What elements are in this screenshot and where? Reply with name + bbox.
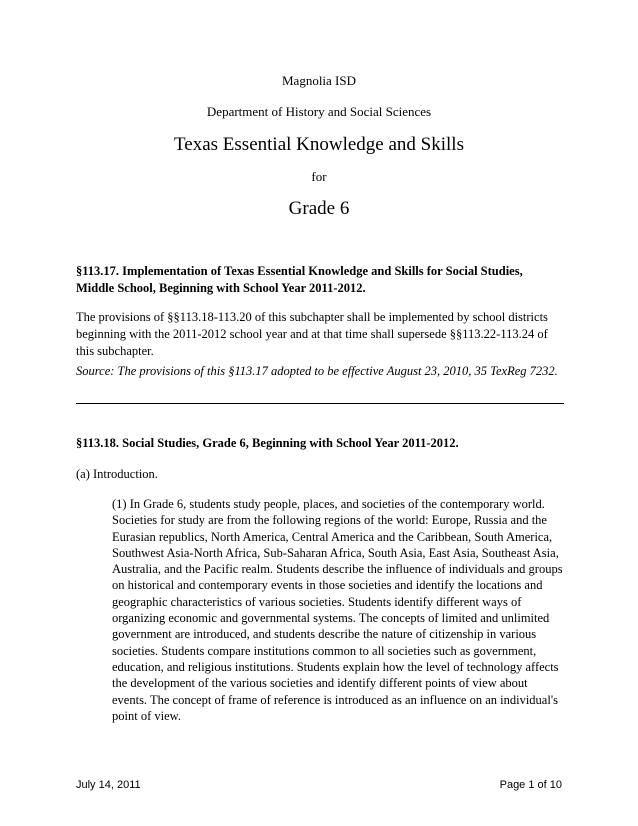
for-label: for (311, 169, 327, 184)
section-113-17-heading-line2: Middle School, Beginning with School Year 2011-2012. (76, 281, 366, 295)
district-name: Magnolia ISD (281, 73, 357, 88)
introduction-paragraph-1: (1) In Grade 6, students study people, places, and societies of the contemporary world. Societies for study are from the following regions of the world: Europe, Russia and the Eurasian republics, North America, Central America and the Caribbean, South America, Southwest Asia-North Africa, Sub-Saharan Africa, South Asia, East Asia, Southeast Asia, Australia, and the Pacific realm. Students describe the influence of individuals and groups on historical and contemporary events in those societies and identify the locations and geographic characteristics of various societies. Students identify different ways of organizing economic and governmental systems. The concepts of limited and unlimited government are introduced, and students describe the nature of citizenship in various societies. Students compare institutions common to all societies such as government, education, and religious institutions. Students explain how the level of technology affects the development of the various societies and identify different points of view about events. The concept of frame of reference is introduced as an influence on an individual's point of view. (112, 497, 563, 723)
section-113-18-heading: §113.18. Social Studies, Grade 6, Beginning with School Year 2011-2012. (76, 436, 459, 450)
document-title: Texas Essential Knowledge and Skills (174, 134, 464, 155)
subsection-a-label: (a) Introduction. (76, 467, 158, 481)
grade-title: Grade 6 (288, 198, 350, 219)
horizontal-divider (76, 403, 564, 404)
footer-date: July 14, 2011 (76, 779, 141, 791)
department-name: Department of History and Social Sciences (206, 104, 432, 119)
section-113-17-body: The provisions of §§113.18-113.20 of this subchapter shall be implemented by school districts beginning with the 2011-2012 school year and at that time shall supersede §§113.22-113.24 of this subchapter. (76, 310, 548, 358)
section-113-17-heading-line1: §113.17. Implementation of Texas Essential Knowledge and Skills for Social Studies, (76, 264, 523, 278)
footer-page-number: Page 1 of 10 (499, 779, 562, 791)
section-113-17-heading (76, 263, 566, 297)
section-113-17-source: Source: The provisions of this §113.17 adopted to be effective August 23, 2010, 35 TexReg 7232. (76, 364, 558, 378)
